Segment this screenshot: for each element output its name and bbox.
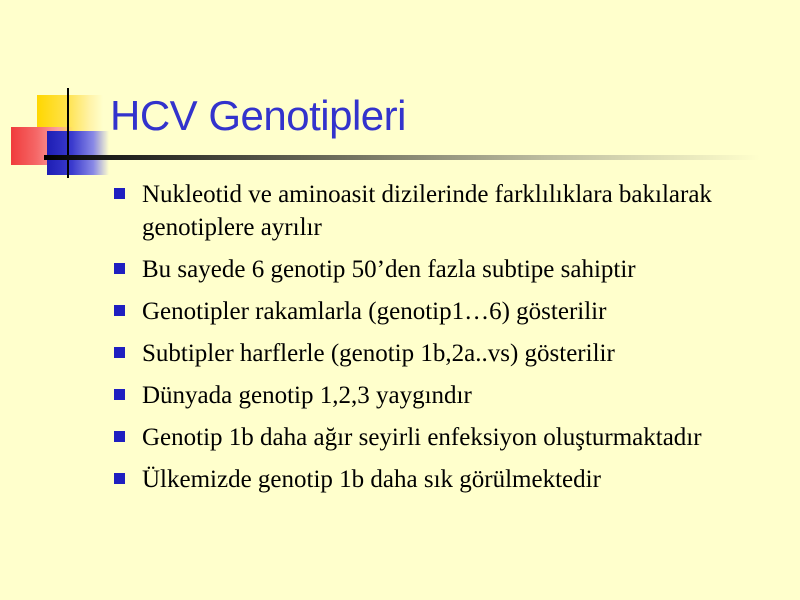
bullet-item xyxy=(112,421,782,454)
bullet-item xyxy=(112,463,782,496)
bullet-list xyxy=(112,178,782,505)
bullet-text: Nukleotid ve aminoasit dizilerinde farklılıklara bakılarak genotiplere ayrılır xyxy=(142,181,712,241)
bullet-item xyxy=(112,253,782,286)
blue-square-decoration xyxy=(47,131,109,175)
square-bullet-icon xyxy=(114,188,125,199)
bullet-item xyxy=(112,295,782,328)
bullet-text: Genotipler rakamlarla (genotip1…6) gösterilir xyxy=(142,298,607,325)
title-underline-decoration xyxy=(44,155,760,160)
bullet-item xyxy=(112,337,782,370)
square-bullet-icon xyxy=(114,263,125,274)
bullet-item xyxy=(112,379,782,412)
slide-title: HCV Genotipleri xyxy=(110,92,406,139)
bullet-text: Genotip 1b daha ağır seyirli enfeksiyon oluşturmaktadır xyxy=(142,424,702,451)
square-bullet-icon xyxy=(114,473,125,484)
bullet-text: Bu sayede 6 genotip 50’den fazla subtipe sahiptir xyxy=(142,256,636,283)
bullet-text: Ülkemizde genotip 1b daha sık görülmektedir xyxy=(142,466,601,493)
vertical-line-decoration xyxy=(67,88,69,178)
bullet-text: Subtipler harflerle (genotip 1b,2a..vs) gösterilir xyxy=(142,340,615,367)
bullet-item xyxy=(112,178,782,244)
square-bullet-icon xyxy=(114,347,125,358)
square-bullet-icon xyxy=(114,431,125,442)
square-bullet-icon xyxy=(114,305,125,316)
square-bullet-icon xyxy=(114,389,125,400)
bullet-text: Dünyada genotip 1,2,3 yaygındır xyxy=(142,382,472,409)
